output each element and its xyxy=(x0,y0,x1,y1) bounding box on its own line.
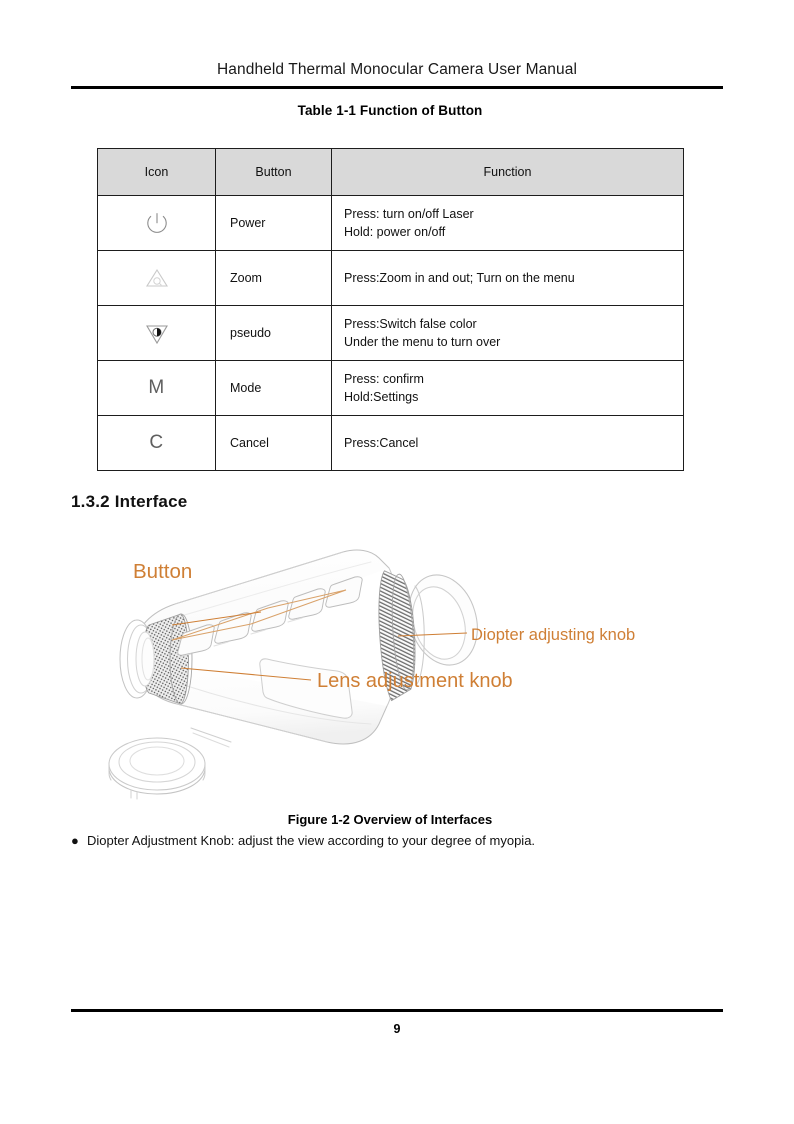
triangle-down-contrast-icon xyxy=(98,307,215,360)
letter-c-icon xyxy=(98,417,215,470)
function-line: Hold:Settings xyxy=(344,390,419,404)
function-cell xyxy=(332,251,684,306)
function-line: Press: confirm xyxy=(344,372,424,386)
icon-cell xyxy=(98,196,216,251)
table-header-row xyxy=(98,149,684,196)
footer-divider xyxy=(71,1009,723,1012)
figure-label-button: Button xyxy=(133,560,193,583)
header-title: Handheld Thermal Monocular Camera User Manual xyxy=(216,61,578,78)
column-header-icon: Icon xyxy=(98,149,216,196)
table-caption: Table 1-1 Function of Button xyxy=(297,103,483,118)
function-line: Hold: power on/off xyxy=(344,225,446,239)
page-number: 9 xyxy=(393,1022,401,1036)
power-icon xyxy=(98,197,215,250)
function-line: Press:Zoom in and out; Turn on the menu xyxy=(344,271,575,285)
icon-cell xyxy=(98,251,216,306)
table-row xyxy=(98,361,684,416)
figure-caption: Figure 1-2 Overview of Interfaces xyxy=(287,812,493,827)
function-cell xyxy=(332,306,684,361)
header-divider xyxy=(71,86,723,89)
function-cell xyxy=(332,361,684,416)
page-header xyxy=(71,60,723,80)
bullet-item-text: Diopter Adjustment Knob: adjust the view according to your degree of myopia. xyxy=(87,833,536,848)
section-heading: 1.3.2 Interface xyxy=(71,492,188,511)
table-row xyxy=(98,306,684,361)
icon-cell xyxy=(98,306,216,361)
button-name-cell: pseudo xyxy=(216,306,332,361)
column-header-button: Button xyxy=(216,149,332,196)
function-line: Under the menu to turn over xyxy=(344,335,501,349)
function-cell xyxy=(332,416,684,471)
function-line: Press: turn on/off Laser xyxy=(344,207,474,221)
function-line: Press:Switch false color xyxy=(344,317,477,331)
letter-c-glyph: C xyxy=(149,432,164,453)
triangle-up-icon xyxy=(98,252,215,305)
icon-cell xyxy=(98,361,216,416)
bullet-list-item xyxy=(71,832,731,850)
icon-cell xyxy=(98,416,216,471)
button-name-cell: Power xyxy=(216,196,332,251)
button-name-cell: Cancel xyxy=(216,416,332,471)
figure-label-lens: Lens adjustment knob xyxy=(317,670,513,692)
table-row xyxy=(98,416,684,471)
letter-m-glyph: M xyxy=(148,377,165,398)
letter-m-icon xyxy=(98,362,215,415)
function-line: Press:Cancel xyxy=(344,436,419,450)
figure-label-diopter: Diopter adjusting knob xyxy=(471,626,636,644)
button-name-cell: Mode xyxy=(216,361,332,416)
function-cell xyxy=(332,196,684,251)
table-row xyxy=(98,251,684,306)
monocular-figure xyxy=(71,528,723,808)
bullet-marker-icon: ● xyxy=(71,833,79,848)
button-name-cell: Zoom xyxy=(216,251,332,306)
table-row xyxy=(98,196,684,251)
column-header-function: Function xyxy=(332,149,684,196)
function-of-button-table xyxy=(97,148,684,471)
